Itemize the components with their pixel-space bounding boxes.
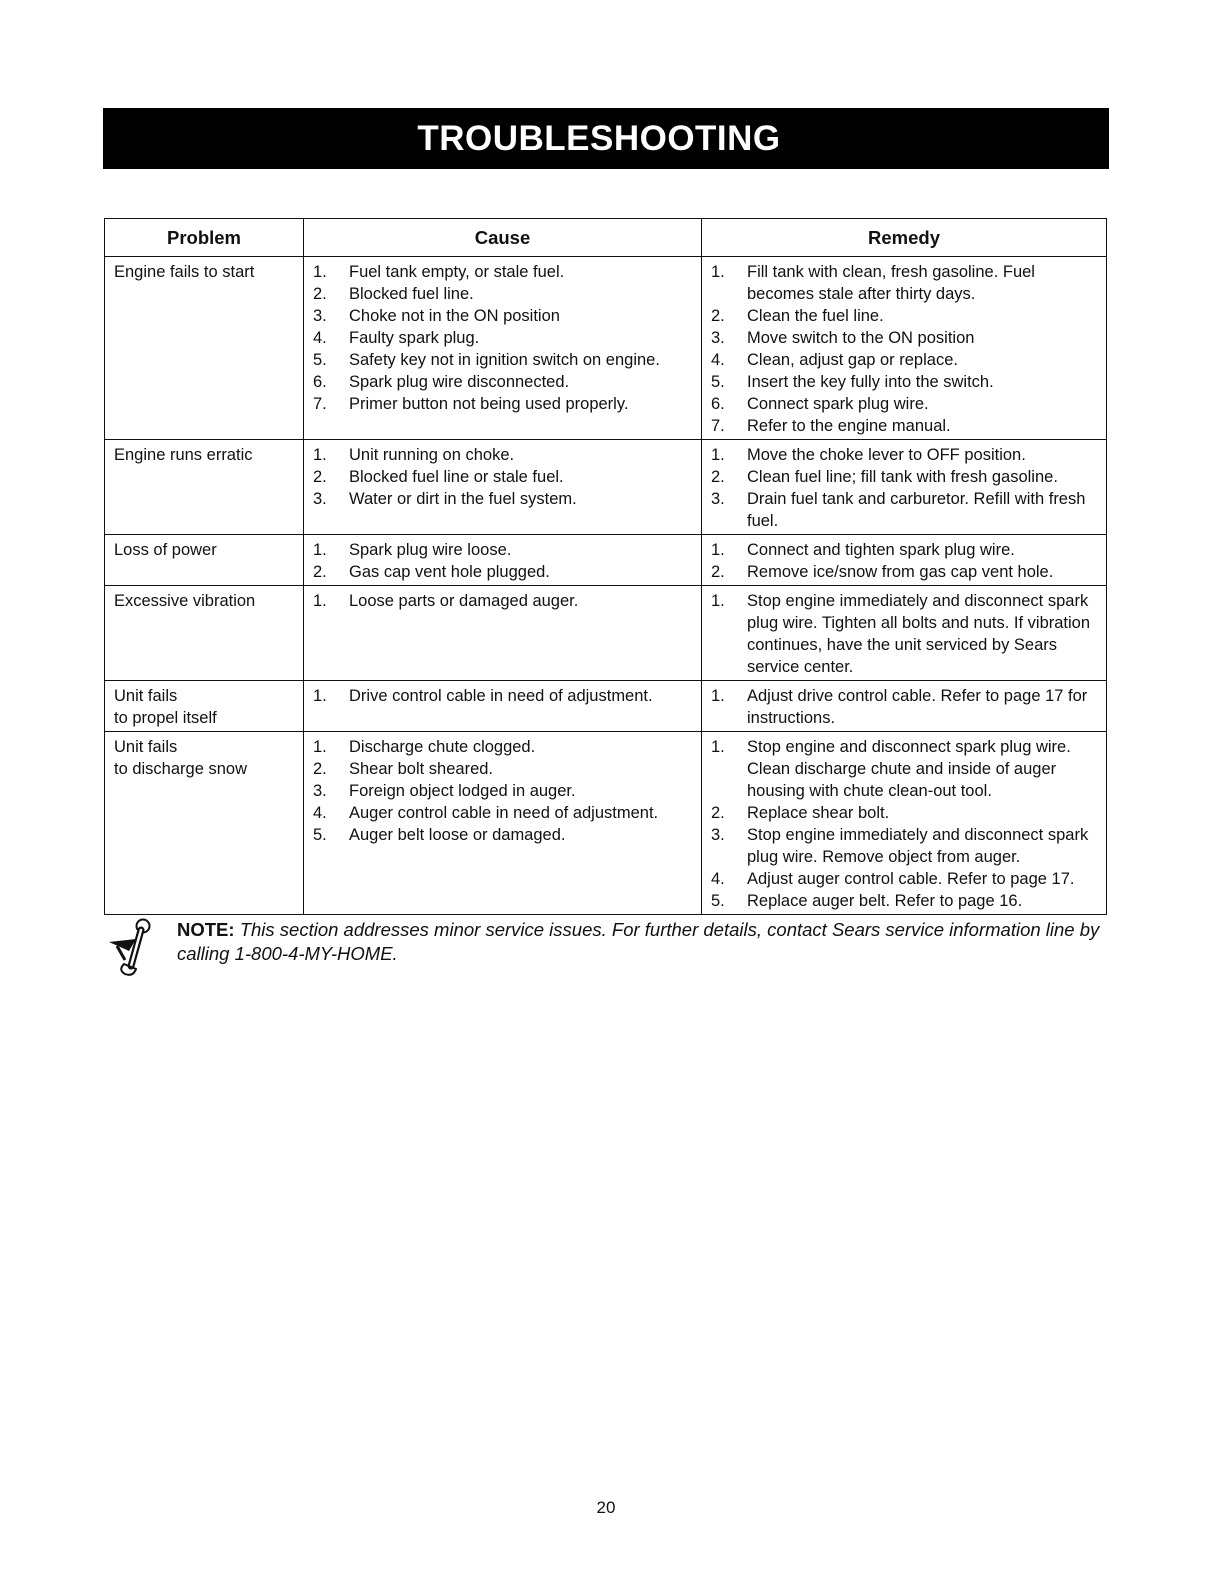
item-text: Discharge chute clogged. [349,738,536,756]
item-number: 1. [711,687,725,705]
item-text: Adjust drive control cable. Refer to page 17 for instructions. [747,687,1088,727]
note-text [177,918,1107,976]
remedy-cell [702,586,1107,681]
cause-cell [304,586,702,681]
item-number: 4. [313,329,327,347]
item-number: 5. [313,826,327,844]
column-header-remedy: Remedy [702,219,1107,257]
item-number: 7. [313,395,327,413]
table-row [105,732,1107,915]
remedy-cell [702,732,1107,915]
problem-cell [105,586,304,681]
item-text: Spark plug wire disconnected. [349,373,570,391]
list-item [313,371,697,393]
list-item [313,327,697,349]
column-header-cause: Cause [304,219,702,257]
item-number: 7. [711,417,725,435]
list-item [313,824,697,846]
list-item [313,802,697,824]
item-text: Faulty spark plug. [349,329,480,347]
item-number: 1. [313,446,327,464]
list-item [711,327,1102,349]
item-text: Loose parts or damaged auger. [349,592,579,610]
list-item [711,736,1102,802]
item-number: 3. [313,782,327,800]
item-text: Remove ice/snow from gas cap vent hole. [747,563,1054,581]
item-text: Adjust auger control cable. Refer to page 17. [747,870,1075,888]
item-number: 2. [313,563,327,581]
item-number: 1. [313,687,327,705]
item-text: Safety key not in ignition switch on engine. [349,351,660,369]
list-item [711,561,1102,583]
item-number: 4. [313,804,327,822]
item-number: 1. [711,592,725,610]
problem-text: Engine runs erratic [114,446,253,464]
list-item [313,349,697,371]
item-number: 2. [711,307,725,325]
page-title: TROUBLESHOOTING [417,118,781,158]
item-number: 3. [711,329,725,347]
item-text: Blocked fuel line. [349,285,474,303]
problem-text: Unit fails [114,738,178,756]
cause-cell [304,257,702,440]
list-item [711,685,1102,729]
item-number: 4. [711,351,725,369]
list-item [313,590,697,612]
list-item [313,736,697,758]
item-text: Shear bolt sheared. [349,760,494,778]
item-text: Clean, adjust gap or replace. [747,351,958,369]
list-item [711,868,1102,890]
item-text: Replace auger belt. Refer to page 16. [747,892,1023,910]
table-row [105,257,1107,440]
item-text: Stop engine immediately and disconnect spark plug wire. Tighten all bolts and nuts. If vibration continues, have the unit serviced by Sears service center. [747,592,1091,676]
item-number: 2. [711,563,725,581]
wrench-icon [107,916,163,976]
item-text: Spark plug wire loose. [349,541,512,559]
list-item [711,824,1102,868]
list-item [313,305,697,327]
table-row [105,586,1107,681]
list-item [313,488,697,510]
list-item [313,780,697,802]
list-item [711,539,1102,561]
item-text: Connect spark plug wire. [747,395,929,413]
item-number: 2. [711,468,725,486]
column-header-problem: Problem [105,219,304,257]
table-header-row [105,219,1107,257]
item-number: 6. [711,395,725,413]
item-text: Unit running on choke. [349,446,515,464]
problem-cell [105,440,304,535]
item-text: Choke not in the ON position [349,307,560,325]
item-number: 3. [711,490,725,508]
item-text: Water or dirt in the fuel system. [349,490,577,508]
list-item [313,283,697,305]
cause-cell [304,440,702,535]
item-number: 1. [711,738,725,756]
note-body: This section addresses minor service issues. For further details, contact Sears service information line by calling 1-800-4-MY-HOME. [177,919,1100,964]
list-item [313,261,697,283]
remedy-cell [702,257,1107,440]
item-number: 1. [711,446,725,464]
problem-text: Engine fails to start [114,263,255,281]
problem-text: Unit fails [114,687,178,705]
list-item [711,305,1102,327]
item-text: Fill tank with clean, fresh gasoline. Fuel becomes stale after thirty days. [747,263,1035,303]
item-text: Blocked fuel line or stale fuel. [349,468,564,486]
item-text: Replace shear bolt. [747,804,890,822]
problem-cell [105,257,304,440]
item-number: 5. [711,373,725,391]
page-header [103,108,1109,169]
remedy-cell [702,440,1107,535]
item-text: Drain fuel tank and carburetor. Refill with fresh fuel. [747,490,1086,530]
item-number: 1. [313,738,327,756]
list-item [711,444,1102,466]
item-number: 2. [313,468,327,486]
table-row [105,681,1107,732]
problem-text: Loss of power [114,541,217,559]
problem-text: to discharge snow [114,760,247,778]
item-number: 2. [711,804,725,822]
list-item [313,758,697,780]
list-item [313,685,697,707]
troubleshooting-table [104,218,1107,915]
item-number: 6. [313,373,327,391]
item-text: Gas cap vent hole plugged. [349,563,550,581]
problem-cell [105,732,304,915]
item-text: Move the choke lever to OFF position. [747,446,1026,464]
item-text: Fuel tank empty, or stale fuel. [349,263,565,281]
item-number: 1. [711,541,725,559]
list-item [711,488,1102,532]
item-text: Stop engine immediately and disconnect spark plug wire. Remove object from auger. [747,826,1089,866]
item-number: 1. [313,592,327,610]
item-number: 3. [313,490,327,508]
item-text: Primer button not being used properly. [349,395,629,413]
list-item [711,890,1102,912]
item-number: 1. [313,541,327,559]
note-label: NOTE: [177,919,235,940]
item-number: 2. [313,285,327,303]
cause-cell [304,732,702,915]
item-text: Foreign object lodged in auger. [349,782,576,800]
problem-text: to propel itself [114,709,217,727]
remedy-cell [702,681,1107,732]
item-text: Auger control cable in need of adjustment. [349,804,659,822]
page-number: 20 [596,1498,616,1517]
list-item [711,466,1102,488]
list-item [313,393,697,415]
item-number: 5. [313,351,327,369]
list-item [313,466,697,488]
table-row [105,535,1107,586]
cause-cell [304,535,702,586]
item-text: Move switch to the ON position [747,329,975,347]
list-item [711,393,1102,415]
cause-cell [304,681,702,732]
item-text: Drive control cable in need of adjustment. [349,687,653,705]
list-item [711,415,1102,437]
item-number: 3. [313,307,327,325]
item-number: 1. [711,263,725,281]
item-text: Clean fuel line; fill tank with fresh gasoline. [747,468,1058,486]
note-section [107,916,1107,976]
list-item [711,802,1102,824]
remedy-cell [702,535,1107,586]
item-text: Clean the fuel line. [747,307,884,325]
item-number: 4. [711,870,725,888]
list-item [711,371,1102,393]
item-number: 3. [711,826,725,844]
item-text: Connect and tighten spark plug wire. [747,541,1015,559]
item-number: 1. [313,263,327,281]
item-text: Refer to the engine manual. [747,417,951,435]
item-number: 5. [711,892,725,910]
problem-text: Excessive vibration [114,592,256,610]
list-item [711,590,1102,678]
list-item [711,261,1102,305]
problem-cell [105,681,304,732]
table-row [105,440,1107,535]
list-item [313,561,697,583]
problem-cell [105,535,304,586]
list-item [313,444,697,466]
item-text: Stop engine and disconnect spark plug wire. Clean discharge chute and inside of auger housing with chute clean-out tool. [747,738,1071,800]
item-number: 2. [313,760,327,778]
list-item [711,349,1102,371]
list-item [313,539,697,561]
item-text: Auger belt loose or damaged. [349,826,566,844]
item-text: Insert the key fully into the switch. [747,373,994,391]
